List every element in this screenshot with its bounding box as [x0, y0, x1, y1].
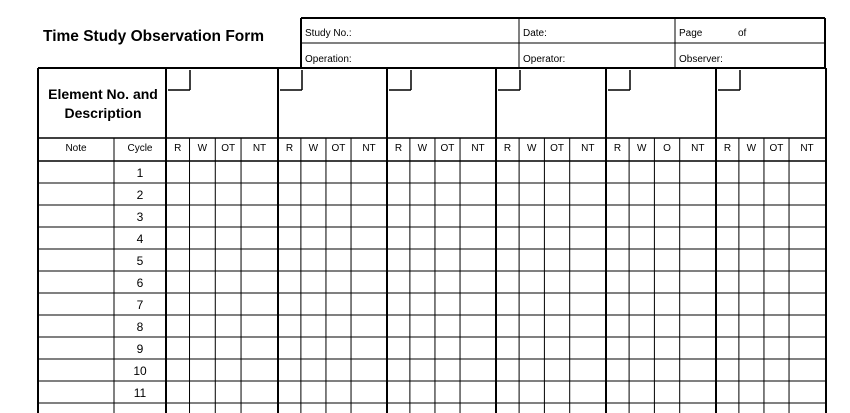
element-4-col-w-header: W [527, 143, 537, 154]
element-2-col-r-header: R [285, 143, 294, 154]
element-2-col-nt-header: NT [362, 143, 376, 154]
study-no-label: Study No.: [305, 28, 352, 39]
element-4-col-r-header: R [503, 143, 512, 154]
element-1-col-ot-header: OT [221, 143, 236, 154]
cycle-number: 3 [136, 210, 144, 224]
element-5-col-nt-header: NT [691, 143, 705, 154]
cycle-number: 2 [136, 188, 144, 202]
element-6-col-nt-header: NT [800, 143, 814, 154]
cycle-column-header: Cycle [127, 143, 153, 154]
element-4-col-nt-header: NT [581, 143, 595, 154]
cycle-number: 5 [136, 254, 144, 268]
operation-label: Operation: [305, 54, 352, 65]
element-1-col-w-header: W [197, 143, 208, 154]
cycle-number: 11 [133, 386, 147, 400]
element-5-col-r-header: R [613, 143, 622, 154]
observer-label: Observer: [679, 54, 723, 65]
element-1-col-nt-header: NT [252, 143, 267, 154]
element-5-col-w-header: W [637, 143, 647, 154]
form-title: Time Study Observation Form [43, 28, 265, 45]
date-label: Date: [523, 28, 547, 39]
element-6-col-ot-header: OT [769, 143, 784, 154]
cycle-number: 7 [136, 298, 144, 312]
element-heading-line1: Element No. and [48, 86, 158, 102]
operator-label: Operator: [523, 54, 566, 65]
element-3-col-nt-header: NT [471, 143, 485, 154]
element-4-col-ot-header: OT [550, 143, 564, 154]
cycle-number: 6 [136, 276, 144, 290]
cycle-number: 4 [136, 232, 144, 246]
element-3-col-w-header: W [417, 143, 428, 154]
element-3-col-ot-header: OT [440, 143, 455, 154]
page-label: Page [679, 28, 703, 39]
cycle-number: 8 [136, 320, 144, 334]
page-of-label: of [738, 28, 747, 39]
element-heading-line2: Description [64, 105, 142, 121]
element-2-col-w-header: W [308, 143, 319, 154]
element-3-col-r-header: R [394, 143, 403, 154]
element-6-col-r-header: R [723, 143, 732, 154]
element-heading [38, 85, 168, 123]
element-5-col-o-header: O [663, 143, 671, 154]
element-1-col-r-header: R [174, 143, 182, 154]
note-column-header: Note [65, 143, 87, 154]
element-6-col-w-header: W [746, 143, 757, 154]
element-2-col-ot-header: OT [331, 143, 346, 154]
cycle-number: 9 [136, 342, 144, 356]
cycle-number: 1 [136, 166, 144, 180]
cycle-number: 10 [133, 364, 147, 378]
